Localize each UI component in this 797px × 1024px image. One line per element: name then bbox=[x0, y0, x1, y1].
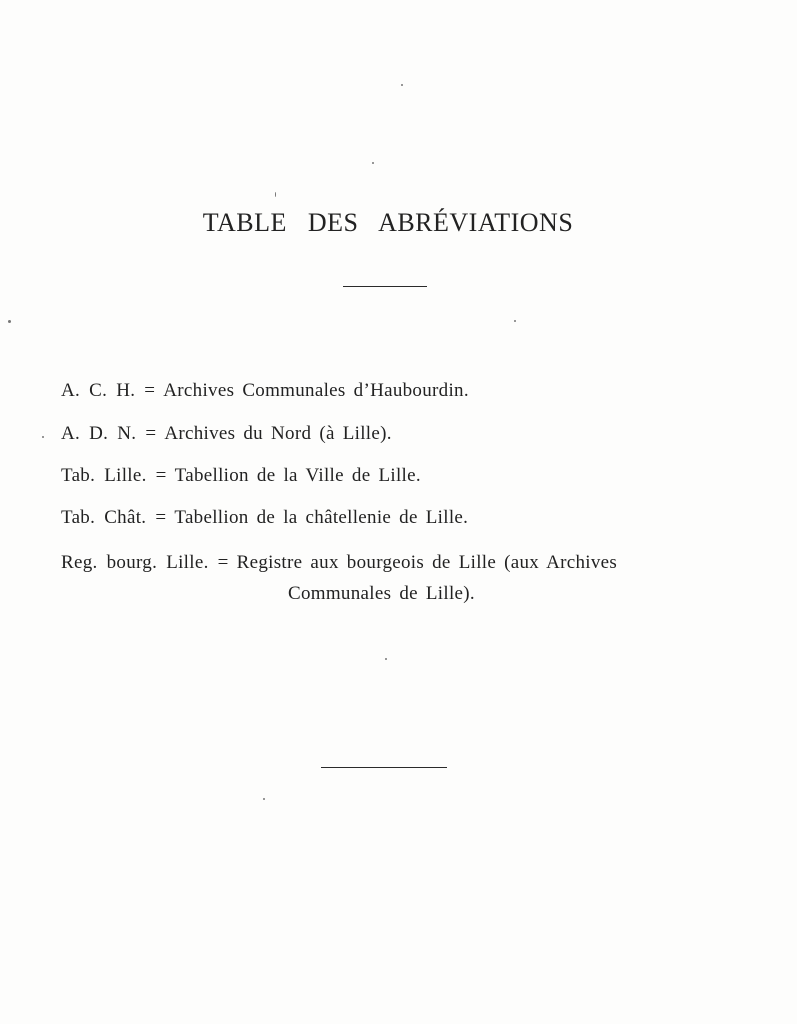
abbreviation-entry bbox=[61, 552, 617, 574]
scan-speck bbox=[385, 658, 387, 660]
closing-divider bbox=[321, 767, 447, 768]
abbreviation: Tab. Lille. bbox=[61, 465, 147, 486]
equals-sign: = bbox=[155, 465, 167, 486]
abbreviation-entry bbox=[61, 380, 469, 402]
abbreviation-entry bbox=[61, 465, 421, 487]
abbreviation-meaning: Archives du Nord (à Lille). bbox=[164, 423, 392, 444]
scan-speck bbox=[401, 84, 403, 86]
equals-sign: = bbox=[145, 423, 157, 444]
equals-sign: = bbox=[144, 380, 156, 401]
abbreviation-entry bbox=[61, 507, 468, 529]
abbreviation: A. D. N. bbox=[61, 423, 137, 444]
abbreviation: Reg. bourg. Lille. bbox=[61, 552, 209, 573]
scan-speck bbox=[263, 798, 265, 800]
page-title: TABLE DES ABRÉVIATIONS bbox=[202, 208, 574, 237]
scan-speck bbox=[8, 320, 11, 323]
abbreviation-meaning-continuation: Communales de Lille). bbox=[288, 583, 475, 604]
abbreviation: A. C. H. bbox=[61, 380, 136, 401]
equals-sign: = bbox=[155, 507, 167, 528]
abbreviation-meaning: Archives Communales d’Haubourdin. bbox=[163, 380, 469, 401]
abbreviation: Tab. Chât. bbox=[61, 507, 147, 528]
abbreviation-meaning: Registre aux bourgeois de Lille (aux Archives bbox=[236, 552, 618, 573]
scan-speck bbox=[275, 192, 276, 197]
scan-speck bbox=[42, 436, 44, 438]
scan-speck bbox=[372, 162, 374, 164]
abbreviation-entry bbox=[61, 423, 392, 445]
abbreviation-meaning: Tabellion de la châtellenie de Lille. bbox=[174, 507, 469, 528]
equals-sign: = bbox=[217, 552, 229, 573]
scan-speck bbox=[514, 320, 516, 322]
title-divider bbox=[343, 286, 427, 287]
abbreviation-meaning: Tabellion de la Ville de Lille. bbox=[174, 465, 421, 486]
